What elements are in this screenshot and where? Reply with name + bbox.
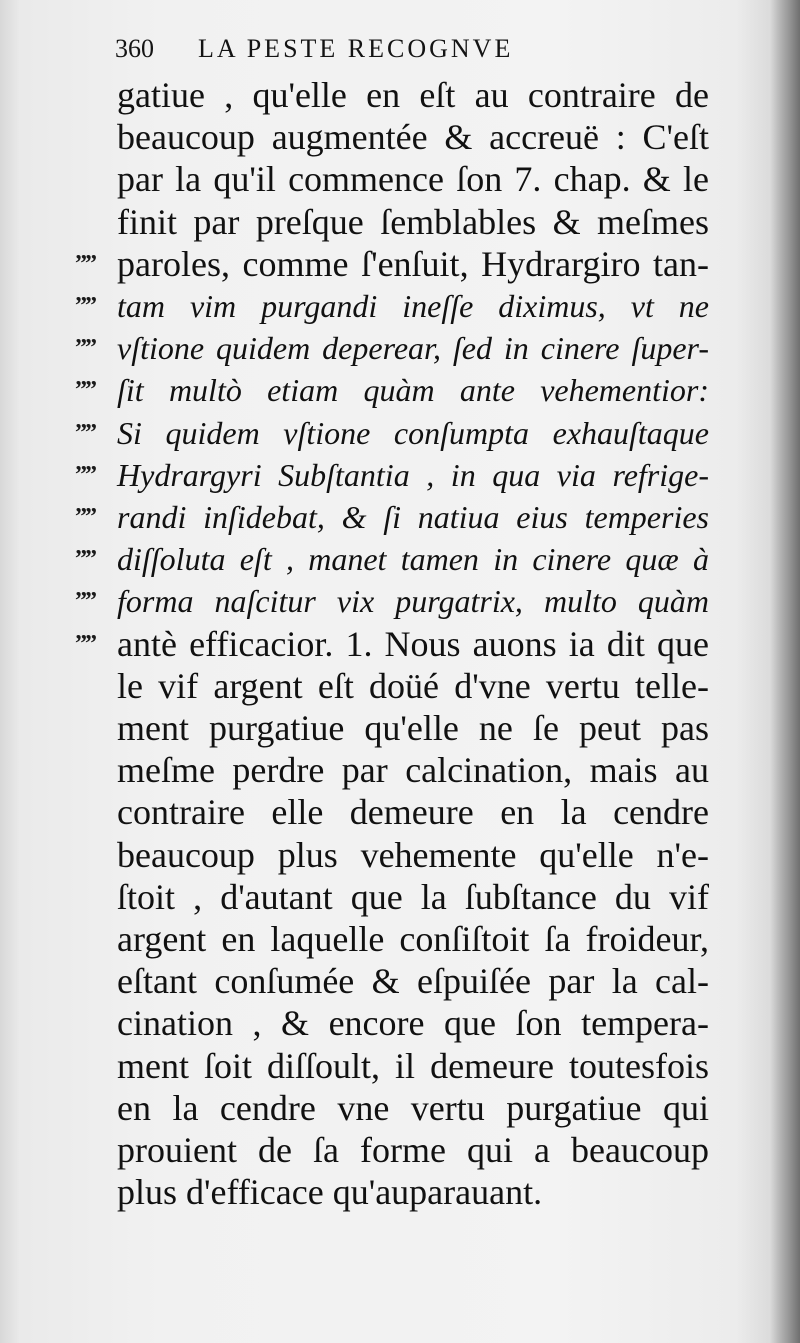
text-line: prouient de ſa forme qui a beaucoup [117, 1130, 709, 1170]
text-line: randi inſidebat, & ſi natiua eius temperies [117, 499, 709, 535]
text-line: finit par preſque ſemblables & meſmes [117, 201, 709, 242]
text-line: Si quidem vſtione conſumpta exhauſtaque [117, 414, 709, 451]
text-line: vſtione quidem deperear, ſed in cinere ſuper- [117, 330, 709, 367]
text-line: paroles, comme ſ'enſuit, Hydrargiro tan- [117, 243, 709, 284]
text-line: beaucoup plus vehemente qu'elle n'e- [117, 834, 709, 875]
citation-quote-mark: ”” [75, 461, 95, 488]
text-line: argent en laquelle conſiſtoit ſa froideur, [117, 919, 709, 959]
citation-quote-mark: ”” [75, 250, 95, 277]
citation-quote-mark: ”” [75, 588, 95, 615]
text-line: meſme perdre par calcination, mais au [117, 750, 709, 791]
citation-quote-mark: ”” [75, 335, 95, 362]
running-head [115, 34, 513, 64]
running-title: LA PESTE RECOGNVE [198, 34, 514, 63]
text-line: antè efficacior. 1. Nous auons ia dit que [117, 623, 709, 664]
text-line: cination , & encore que ſon tempera- [117, 1003, 709, 1044]
text-line: forma naſcitur vix purgatrix, multo quàm [117, 583, 709, 620]
citation-quote-mark: ”” [75, 293, 95, 319]
citation-quote-mark: ”” [75, 630, 95, 657]
text-line: en la cendre vne vertu purgatiue qui [117, 1087, 709, 1128]
citation-quote-mark: ”” [75, 546, 95, 573]
text-line: contraire elle demeure en la cendre [117, 792, 709, 833]
page-number: 360 [115, 34, 154, 63]
text-line: ſtoit , d'autant que la ſubſtance du vif [117, 876, 709, 917]
text-line: Hydrargyri Subſtantia , in qua via refrige- [117, 456, 709, 493]
text-line: tam vim purgandi ineſſe diximus, vt ne [117, 288, 709, 324]
citation-quote-mark: ”” [75, 377, 95, 404]
text-line: ſit multò etiam quàm ante vehementior: [117, 372, 709, 409]
text-line: le vif argent eſt doüé d'vne vertu telle- [117, 665, 709, 706]
text-line: gatiue , qu'elle en eſt au contraire de [117, 75, 709, 115]
text-line: diſſoluta eſt , manet tamen in cinere quæ à [117, 541, 709, 578]
text-line: ment ſoit diſſoult, il demeure toutesfois [117, 1045, 709, 1086]
citation-quote-mark: ”” [75, 419, 95, 446]
text-line: par la qu'il commence ſon 7. chap. & le [117, 159, 709, 200]
text-line: plus d'efficace qu'auparauant. [117, 1172, 543, 1213]
text-line: beaucoup augmentée & accreuë : C'eſt [117, 117, 709, 158]
text-line: eſtant conſumée & eſpuiſée par la cal- [117, 961, 709, 1002]
text-line: ment purgatiue qu'elle ne ſe peut pas [117, 708, 709, 748]
citation-quote-mark: ”” [75, 504, 95, 530]
